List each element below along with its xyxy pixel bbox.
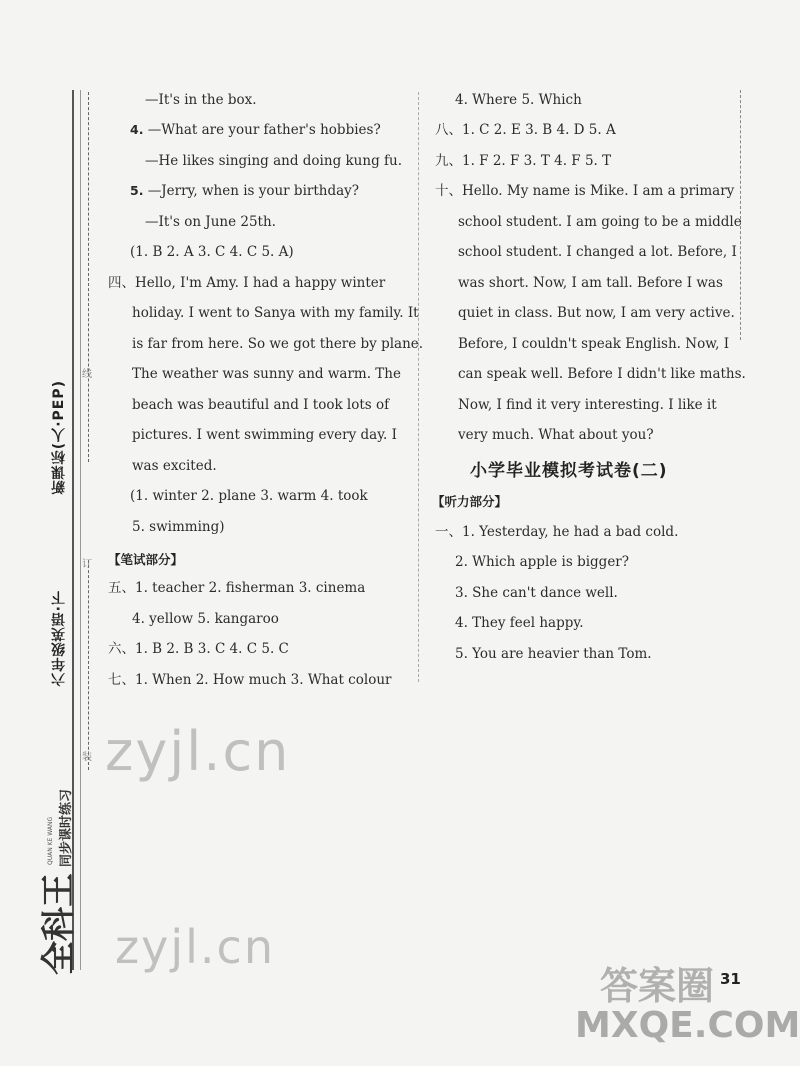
listening-line: 2. Which apple is bigger? [455, 554, 629, 570]
spine-series-label: 新课标(人·PEP) [51, 380, 67, 495]
column-divider [418, 92, 420, 682]
listening-line: 3. She can't dance well. [455, 585, 618, 601]
answer-line: can speak well. Before I didn't like maths. [458, 366, 746, 382]
answer-line: 十、Hello. My name is Mike. I am a primary [435, 183, 735, 199]
answer-line: —It's in the box. [145, 92, 257, 108]
answer-key-line: (1. winter 2. plane 3. warm 4. took [130, 488, 368, 504]
watermark-corner-bottom: MXQE.COM [575, 1005, 800, 1046]
answer-line: Now, I find it very interesting. I like it [458, 397, 717, 413]
listening-section-header: 【听力部分】 [432, 494, 508, 509]
answer-line: school student. I am going to be a middle [458, 214, 742, 230]
answer-line: The weather was sunny and warm. The [132, 366, 401, 382]
answer-line: 七、1. When 2. How much 3. What colour [108, 672, 392, 688]
answer-line: Before, I couldn't speak English. Now, I [458, 336, 730, 352]
answer-line: was excited. [132, 458, 217, 474]
answer-line: 4. —What are your father's hobbies? [130, 122, 381, 138]
answer-key-line: (1. B 2. A 3. C 4. C 5. A) [130, 244, 294, 260]
answer-line: 4. yellow 5. kangaroo [132, 611, 279, 627]
watermark-corner-top: 答案圈 [600, 964, 715, 1008]
cut-line-upper [88, 92, 89, 462]
logo-pinyin-text: QUAN KE WANG [47, 816, 54, 865]
answer-line: 六、1. B 2. B 3. C 4. C 5. C [108, 641, 289, 657]
answer-line: beach was beautiful and I took lots of [132, 397, 390, 413]
answer-line: 八、1. C 2. E 3. B 4. D 5. A [435, 122, 616, 138]
answer-line: pictures. I went swimming every day. I [132, 427, 397, 443]
spine-grade-label: 六年级英语·下 [51, 590, 67, 687]
listening-line: 一、1. Yesterday, he had a bad cold. [435, 524, 679, 540]
logo-brand-text: 全科王 [39, 873, 79, 975]
written-section-header: 【笔试部分】 [108, 552, 184, 567]
listening-line: 5. You are heavier than Tom. [455, 646, 652, 662]
answer-line: holiday. I went to Sanya with my family. It [132, 305, 419, 321]
logo-sub-text: 同步课时练习 [59, 788, 74, 867]
answer-line: quiet in class. But now, I am very active. [458, 305, 735, 321]
brand-logo [30, 790, 90, 980]
answer-line: 五、1. teacher 2. fisherman 3. cinema [108, 580, 366, 596]
answer-line: school student. I changed a lot. Before, I [458, 244, 737, 260]
answer-line: —He likes singing and doing kung fu. [145, 153, 402, 169]
answer-line: 九、1. F 2. F 3. T 4. F 5. T [435, 153, 612, 169]
answer-line: 4. Where 5. Which [455, 92, 582, 108]
spine-cut-mark-zhuang: 装 [82, 752, 92, 763]
watermark-second: zyjl.cn [115, 920, 275, 974]
exam-section-title: 小学毕业模拟考试卷(二) [470, 461, 668, 481]
answer-line: very much. What about you? [458, 427, 654, 443]
answer-line: 5. —Jerry, when is your birthday? [130, 183, 360, 199]
spine-cut-mark-xian: 线 [82, 369, 92, 380]
answer-key-line: 5. swimming) [132, 519, 225, 535]
spine-cut-mark-ding: 订 [82, 559, 92, 570]
answer-line: was short. Now, I am tall. Before I was [458, 275, 723, 291]
watermark-main: zyjl.cn [105, 720, 291, 783]
cut-line-lower [88, 560, 89, 770]
answer-line: 四、Hello, I'm Amy. I had a happy winter [108, 275, 386, 291]
answer-line: is far from here. So we got there by plane. [132, 336, 424, 352]
page-number: 31 [720, 970, 741, 988]
answer-line: —It's on June 25th. [145, 214, 276, 230]
listening-line: 4. They feel happy. [455, 615, 584, 631]
